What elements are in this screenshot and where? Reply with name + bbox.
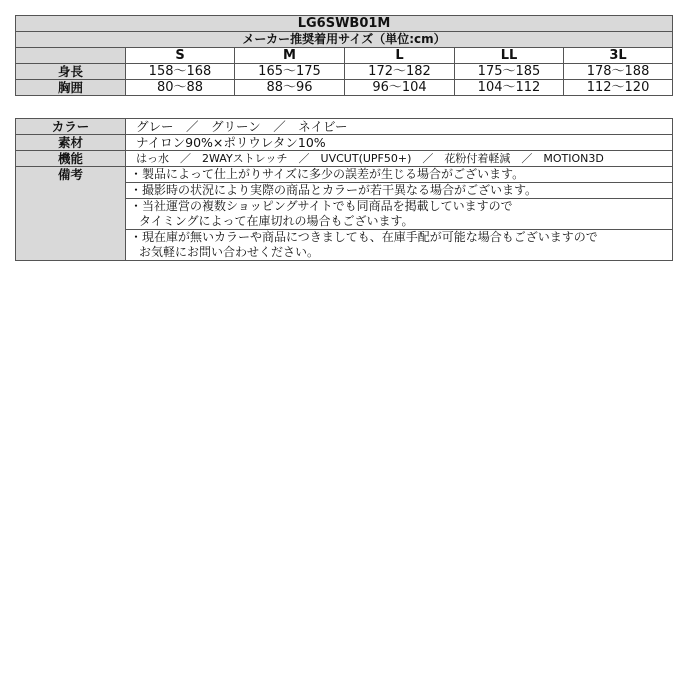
note-text-continued: お気軽にお問い合わせください。 (139, 245, 320, 259)
size-header-ll: LL (455, 48, 564, 64)
function-value: はっ水 ／ 2WAYストレッチ ／ UVCUT(UPF50+) ／ 花粉付着軽減 ／ MOTION3D (126, 151, 673, 167)
size-header-row (16, 48, 673, 64)
chest-value-ll: 104〜112 (455, 80, 564, 96)
color-row (16, 119, 673, 135)
function-label: 機能 (16, 151, 126, 167)
spec-table (15, 118, 673, 261)
notes-row-1 (16, 167, 673, 183)
size-header-corner (16, 48, 126, 64)
note-text: ・現在庫が無いカラーや商品につきましても、在庫手配が可能な場合もございますので (130, 230, 598, 244)
note-text: ・当社運営の複数ショッピングサイトでも同商品を掲載していますので (130, 199, 513, 213)
size-header-3l: 3L (564, 48, 673, 64)
note-item (126, 230, 673, 261)
height-value-3l: 178〜188 (564, 64, 673, 80)
chest-value-m: 88〜96 (235, 80, 345, 96)
material-label: 素材 (16, 135, 126, 151)
note-item (126, 167, 673, 183)
height-value-s: 158〜168 (126, 64, 235, 80)
size-header-s: S (126, 48, 235, 64)
height-value-m: 165〜175 (235, 64, 345, 80)
notes-label: 備考 (16, 167, 126, 261)
chest-value-l: 96〜104 (345, 80, 455, 96)
height-label: 身長 (16, 64, 126, 80)
chest-value-s: 80〜88 (126, 80, 235, 96)
model-number: LG6SWB01M (16, 16, 673, 32)
chest-label: 胸囲 (16, 80, 126, 96)
size-header-m: M (235, 48, 345, 64)
size-header-l: L (345, 48, 455, 64)
note-item (126, 183, 673, 199)
note-item (126, 199, 673, 230)
chest-value-3l: 112〜120 (564, 80, 673, 96)
size-table (15, 15, 673, 96)
material-value: ナイロン90%×ポリウレタン10% (126, 135, 673, 151)
note-text-continued: タイミングによって在庫切れの場合もございます。 (139, 214, 414, 228)
color-label: カラー (16, 119, 126, 135)
function-row (16, 151, 673, 167)
chest-row (16, 80, 673, 96)
color-value: グレー ／ グリーン ／ ネイビー (126, 119, 673, 135)
material-row (16, 135, 673, 151)
height-value-l: 172〜182 (345, 64, 455, 80)
height-row (16, 64, 673, 80)
note-text: ・製品によって仕上がりサイズに多少の誤差が生じる場合がございます。 (130, 167, 525, 181)
height-value-ll: 175〜185 (455, 64, 564, 80)
note-text: ・撮影時の状況により実際の商品とカラーが若干異なる場合がございます。 (130, 183, 538, 197)
size-table-subtitle: メーカー推奨着用サイズ（単位:cm） (16, 32, 673, 48)
